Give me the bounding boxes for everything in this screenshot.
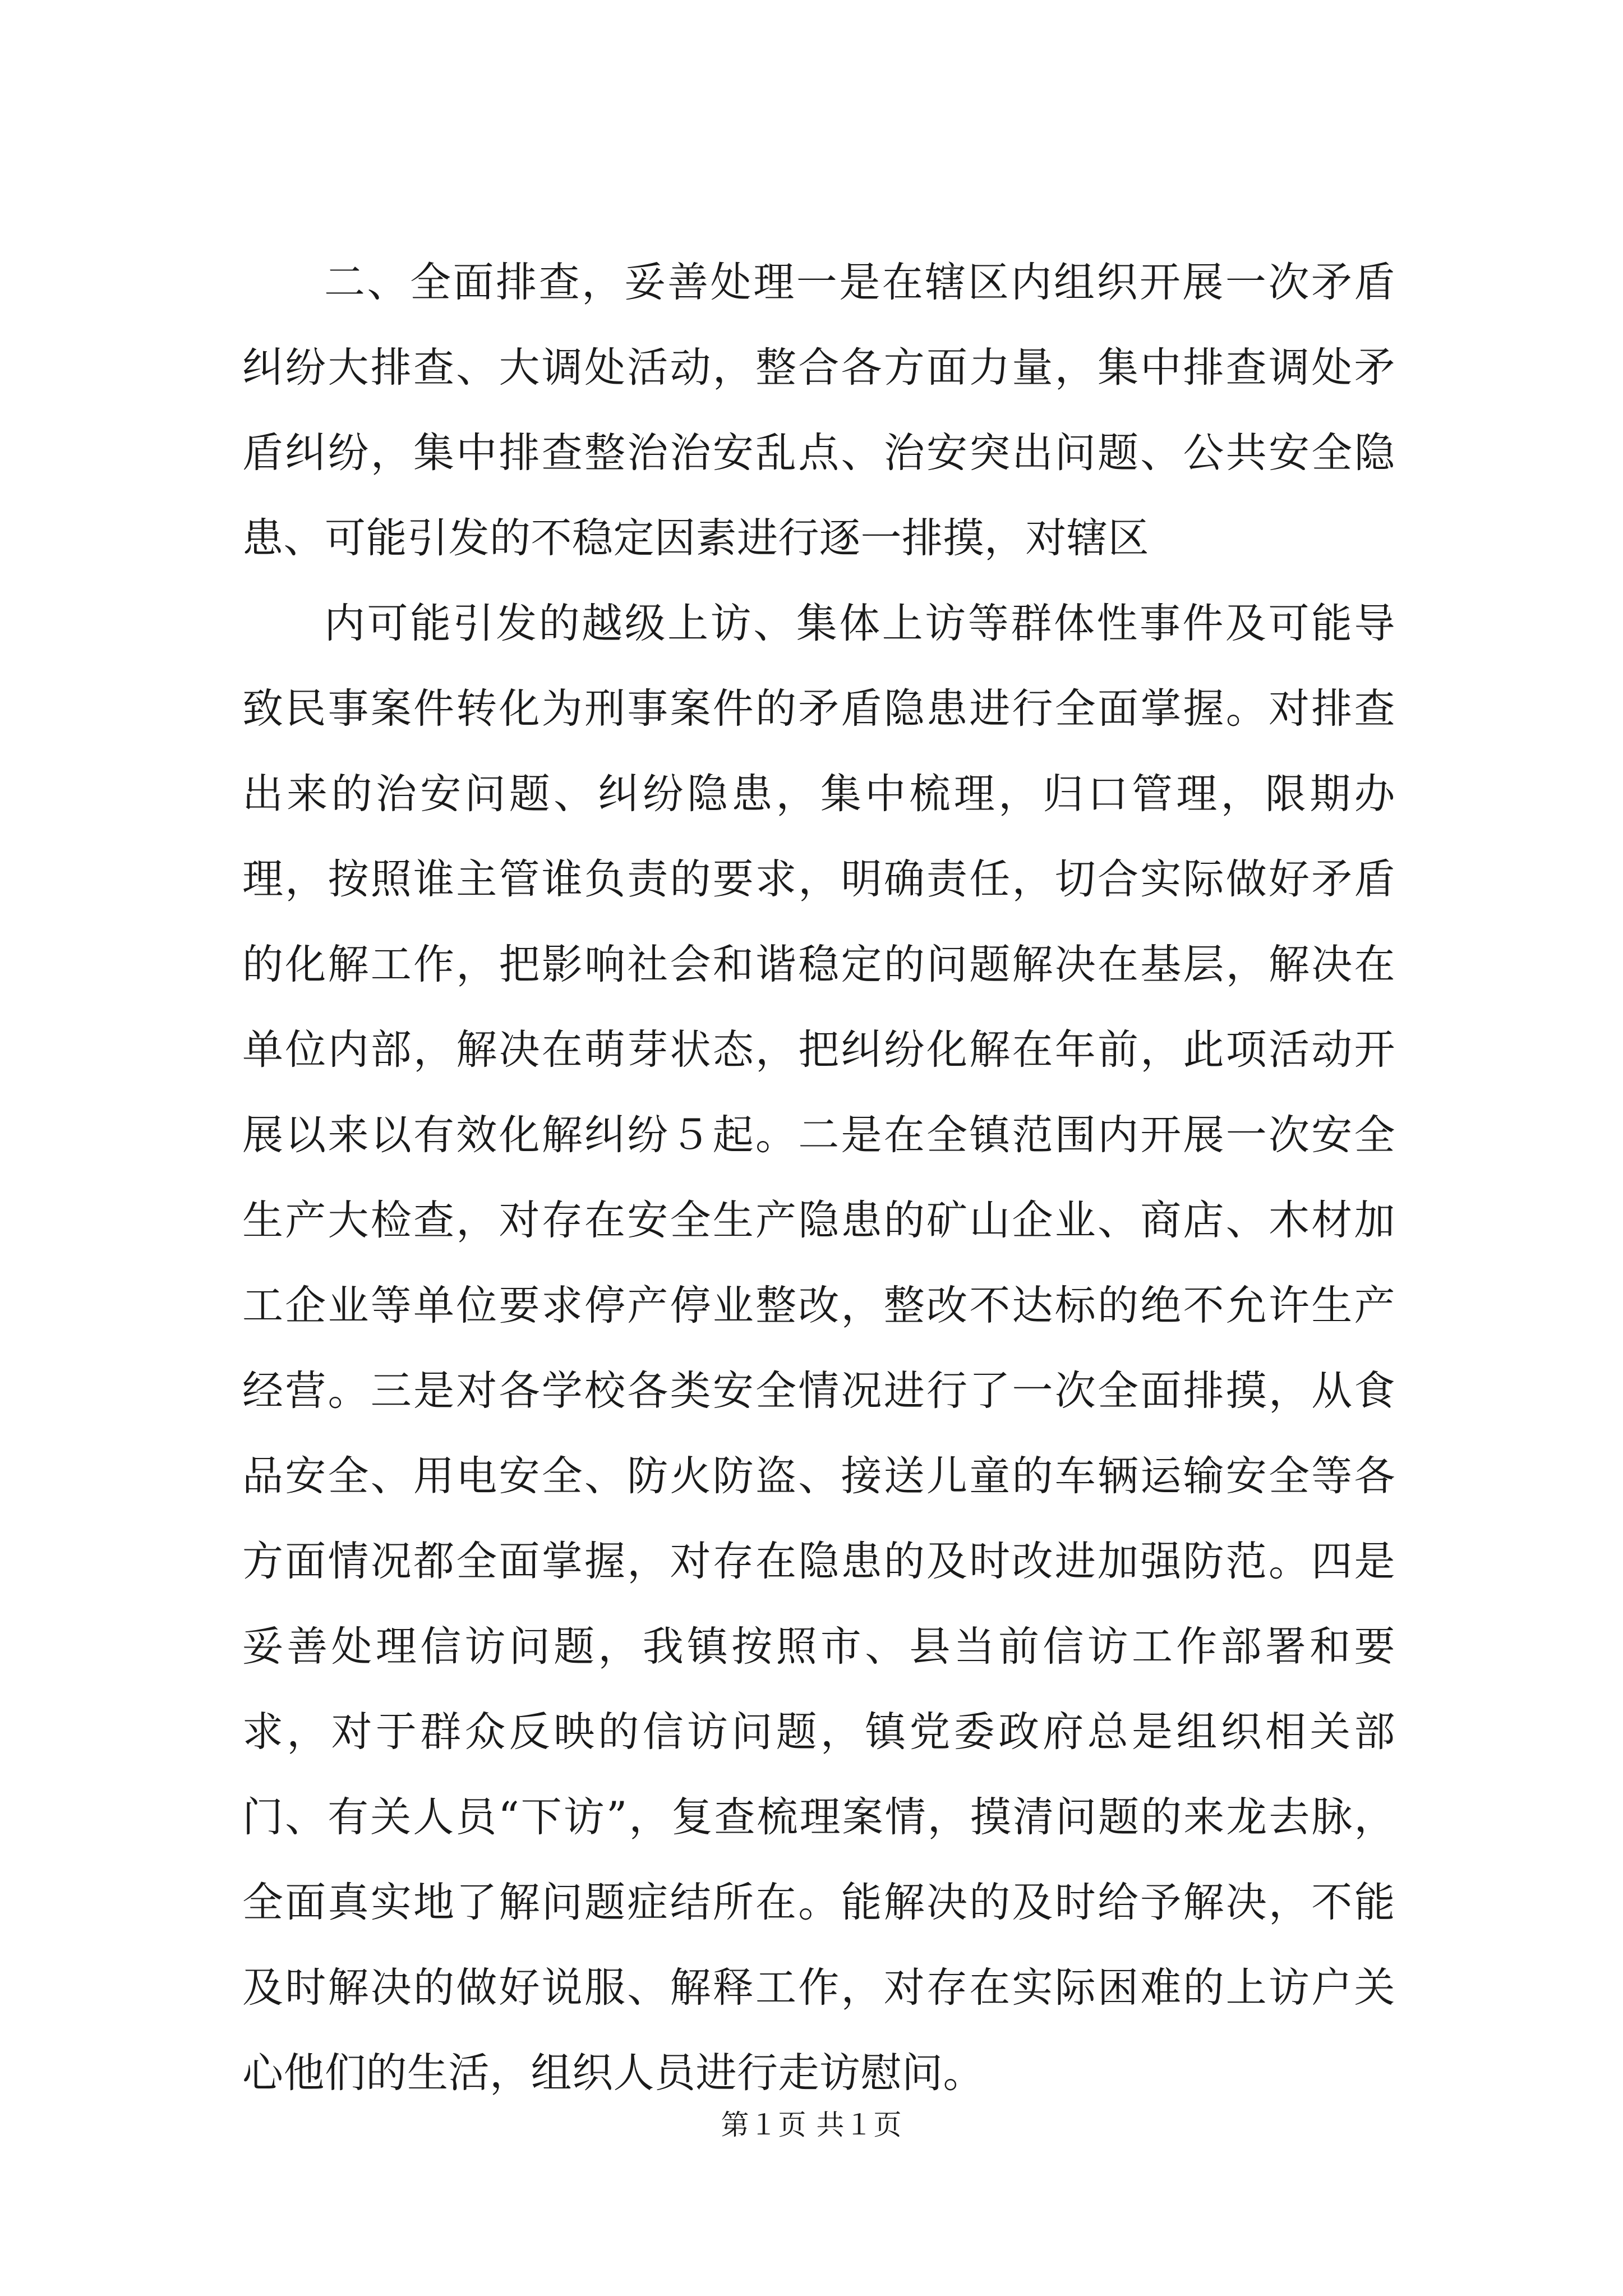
paragraph-2: 内可能引发的越级上访、集体上访等群体性事件及可能导致民事案件转化为刑事案件的矛盾隐患进行全面掌握。对排查出来的治安问题、纠纷隐患，集中梳理，归口管理，限期办理，按照谁主管谁负责的要求，明确责任，切合实际做好矛盾的化解工作，把影响社会和谐稳定的问题解决在基层，解决在单位内部，解决在萌芽状态，把纠纷化解在年前，此项活动开展以来以有效化解纠纷５起。二是在全镇范围内开展一次安全生产大检查，对存在安全生产隐患的矿山企业、商店、木材加工企业等单位要求停产停业整改，整改不达标的绝不允许生产经营。三是对各学校各类安全情况进行了一次全面排摸，从食品安全、用电安全、防火防盗、接送儿童的车辆运输安全等各方面情况都全面掌握，对存在隐患的及时改进加强防范。四是妥善处理信访问题，我镇按照市、县当前信访工作部署和要求，对于群众反映的信访问题，镇党委政府总是组织相关部门、有关人员“下访”，复查梳理案情，摸清问题的来龙去脉，全面真实地了解问题症结所在。能解决的及时给予解决，不能及时解决的做好说服、解释工作，对存在实际困难的上访户关心他们的生活，组织人员进行走访慰问。 — [242, 600, 1395, 2097]
page-number-footer: 第１页 共１页 — [721, 2109, 902, 2141]
document-body — [242, 240, 1395, 2116]
paragraph-1: 二、全面排查，妥善处理一是在辖区内组织开展一次矛盾纠纷大排查、大调处活动，整合各方面力量，集中排查调处矛盾纠纷，集中排查整治治安乱点、治安突出问题、公共安全隐患、可能引发的不稳定因素进行逐一排摸，对辖区 — [242, 259, 1395, 562]
